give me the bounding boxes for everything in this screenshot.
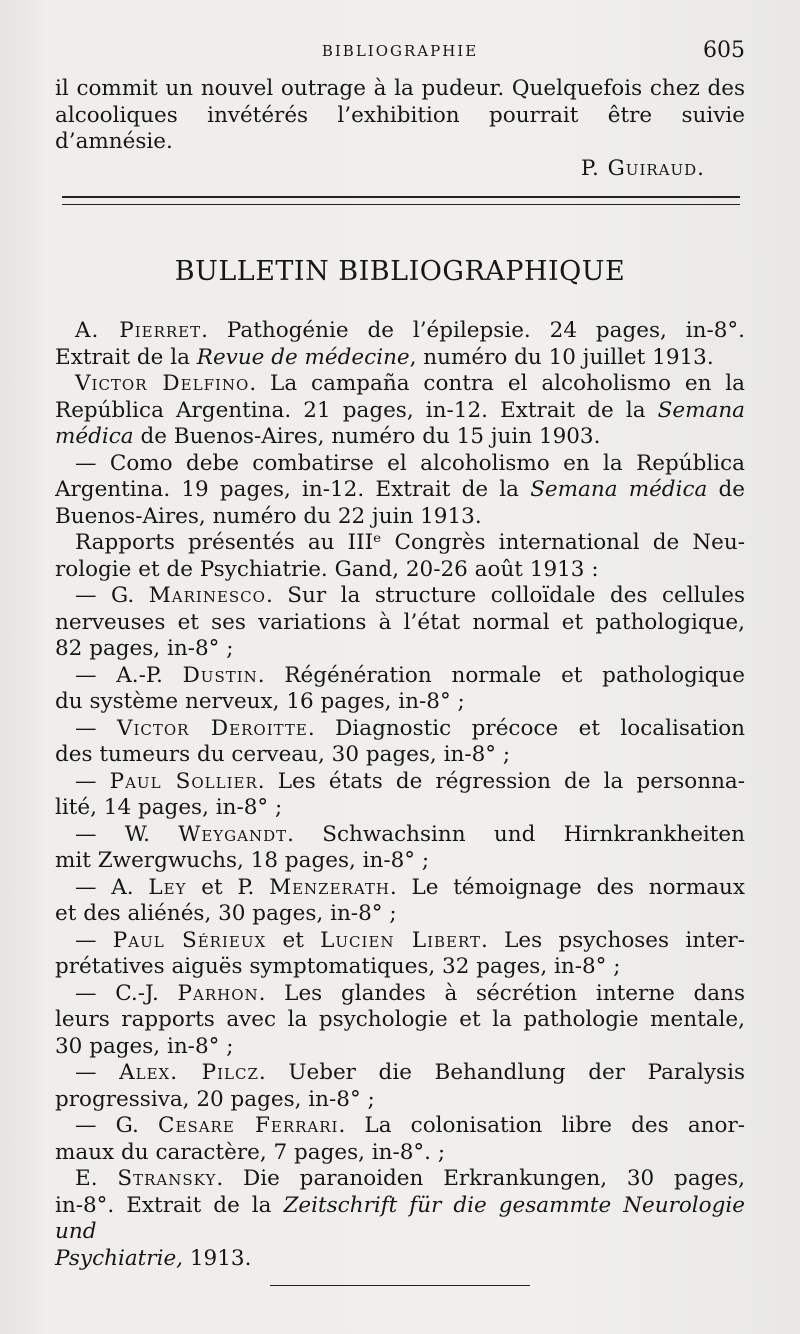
journal-title: Semana [657, 397, 745, 423]
text-line: rologie et de Psychiatrie. Gand, 20-26 août 1913 : [55, 556, 599, 582]
previous-review-ending [55, 76, 745, 182]
text-line: — Victor Deroitte. Diagnostic précoce et localisation [75, 715, 745, 741]
text-line: médica de Buenos-Aires, numéro du 15 juin 1903. [55, 424, 601, 449]
bibliography-entry [55, 769, 745, 822]
text-line: Extrait de la Revue de médecine, numéro du 10 juillet 1913. [55, 344, 714, 370]
text-line: — C.-J. Parhon. Les glandes à sécrétion interne dans [75, 980, 745, 1006]
author-name: Cesare Ferrari [158, 1113, 339, 1138]
author-name: Lucien Libert [320, 927, 482, 953]
author-name: Parhon [177, 980, 259, 1006]
text-line: Victor Delfino. La campaña contra el alcoholismo en la [75, 371, 745, 396]
bibliography-entry [55, 451, 745, 531]
author-name: Alex. Pilcz [119, 1060, 259, 1085]
text-line: in-8°. Extrait de la Zeitschrift für die gesammte Neurologie und [55, 1192, 745, 1244]
author-name: Victor Delfino [75, 371, 250, 396]
bibliography-entry [55, 1113, 745, 1166]
text-line: 30 pages, in-8° ; [55, 1033, 234, 1059]
text-line: mit Zwergwuchs, 18 pages, in-8° ; [55, 848, 430, 873]
bibliography-list [55, 318, 745, 1272]
page-header [55, 38, 745, 62]
double-rule-top [62, 196, 740, 198]
text-line: — Paul Sérieux et Lucien Libert. Les psychoses inter- [75, 927, 745, 953]
text-line: Argentina. 19 pages, in-12. Extrait de la Semana médica de [55, 477, 745, 502]
text-line: prétatives aiguës symptomatiques, 32 pages, in-8° ; [55, 954, 621, 979]
journal-title: Psychiatrie, [55, 1245, 184, 1271]
text-line: 82 pages, in-8° ; [55, 636, 234, 661]
text-line: Buenos-Aires, numéro du 22 juin 1913. [55, 503, 482, 529]
journal-title: Semana médica [530, 477, 708, 502]
bibliography-entry [55, 530, 745, 583]
text-line: E. Stransky. Die paranoiden Erkrankungen, 30 pages, [75, 1166, 745, 1191]
text-line: Rapports présentés au IIIᵉ Congrès international de Neu- [75, 530, 745, 555]
bibliography-entry [55, 1060, 745, 1113]
text-line: — Alex. Pilcz. Ueber die Behandlung der Paralysis [75, 1060, 745, 1085]
text-line: alcooliques invétérés l’exhibition pourrait être suivie d’amnésie. [55, 102, 745, 154]
author-name: Paul Sérieux [112, 927, 267, 953]
author-signature: P. Guiraud. [580, 155, 705, 181]
bibliography-entry [55, 1166, 745, 1272]
author-name: Ley [148, 874, 187, 900]
text-line: A. Pierret. Pathogénie de l’épilepsie. 24 pages, in-8°. [75, 318, 745, 343]
bibliography-entry [55, 822, 745, 875]
journal-title: Revue de médecine [196, 344, 410, 370]
bibliography-entry [55, 981, 745, 1061]
text-line: — Paul Sollier. Les états de régression de la personna- [75, 768, 745, 794]
closing-rule [270, 1285, 530, 1286]
author-name: Victor Deroitte [116, 715, 308, 741]
text-line: — G. Marinesco. Sur la structure colloïdale des cellules [75, 583, 745, 608]
text-line: — A. Ley et P. Menzerath. Le témoignage des normaux [75, 874, 745, 900]
section-title: BULLETIN BIBLIOGRAPHIQUE [174, 256, 626, 287]
text-line: — Como debe combatirse el alcoholismo en la República [75, 450, 745, 476]
text-line: leurs rapports avec la psychologie et la pathologie mentale, [55, 1007, 745, 1032]
text-line: progressiva, 20 pages, in-8° ; [55, 1086, 375, 1112]
text-line: — W. Weygandt. Schwachsinn und Hirnkrankheiten [75, 821, 746, 847]
journal-title: Zeitschrift für die gesammte Neurologie und [55, 1192, 745, 1244]
text-line: — A.-P. Dustin. Régénération normale et pathologique [75, 662, 745, 688]
double-rule-bottom [62, 204, 740, 205]
bibliography-entry [55, 318, 745, 371]
bibliography-entry [55, 716, 745, 769]
text-line: nerveuses et ses variations à l’état normal et pathologique, [55, 609, 745, 635]
text-line: il commit un nouvel outrage à la pudeur. Quelquefois chez des [55, 76, 745, 101]
author-name: Weygandt [178, 821, 288, 847]
text-line: Psychiatrie, 1913. [55, 1245, 252, 1271]
page-number: 605 [703, 38, 745, 63]
text-line: du système nerveux, 16 pages, in-8° ; [55, 689, 465, 714]
author-name: Stransky [117, 1166, 217, 1191]
author-name: Paul Sollier [109, 768, 258, 794]
text-line: et des aliénés, 30 pages, in-8° ; [55, 901, 397, 926]
author-name: A. Pierret [75, 318, 202, 343]
bibliography-entry [55, 371, 745, 451]
text-line: lité, 14 pages, in-8° ; [55, 795, 283, 820]
bibliography-entry [55, 928, 745, 981]
running-title: BIBLIOGRAPHIE [321, 42, 479, 60]
author-name: Dustin [182, 662, 258, 688]
author-name: Marinesco [148, 583, 266, 608]
journal-title: médica [55, 424, 134, 449]
bibliography-entry [55, 583, 745, 663]
text-line: — G. Cesare Ferrari. La colonisation libre des anor- [75, 1113, 745, 1138]
text-line: des tumeurs du cerveau, 30 pages, in-8° ; [55, 742, 511, 767]
bibliography-entry [55, 875, 745, 928]
author-name: Menzerath [269, 874, 390, 900]
text-line: maux du caractère, 7 pages, in-8°. ; [55, 1139, 446, 1165]
text-line: República Argentina. 21 pages, in-12. Extrait de la Semana [55, 397, 745, 423]
bibliography-entry [55, 663, 745, 716]
